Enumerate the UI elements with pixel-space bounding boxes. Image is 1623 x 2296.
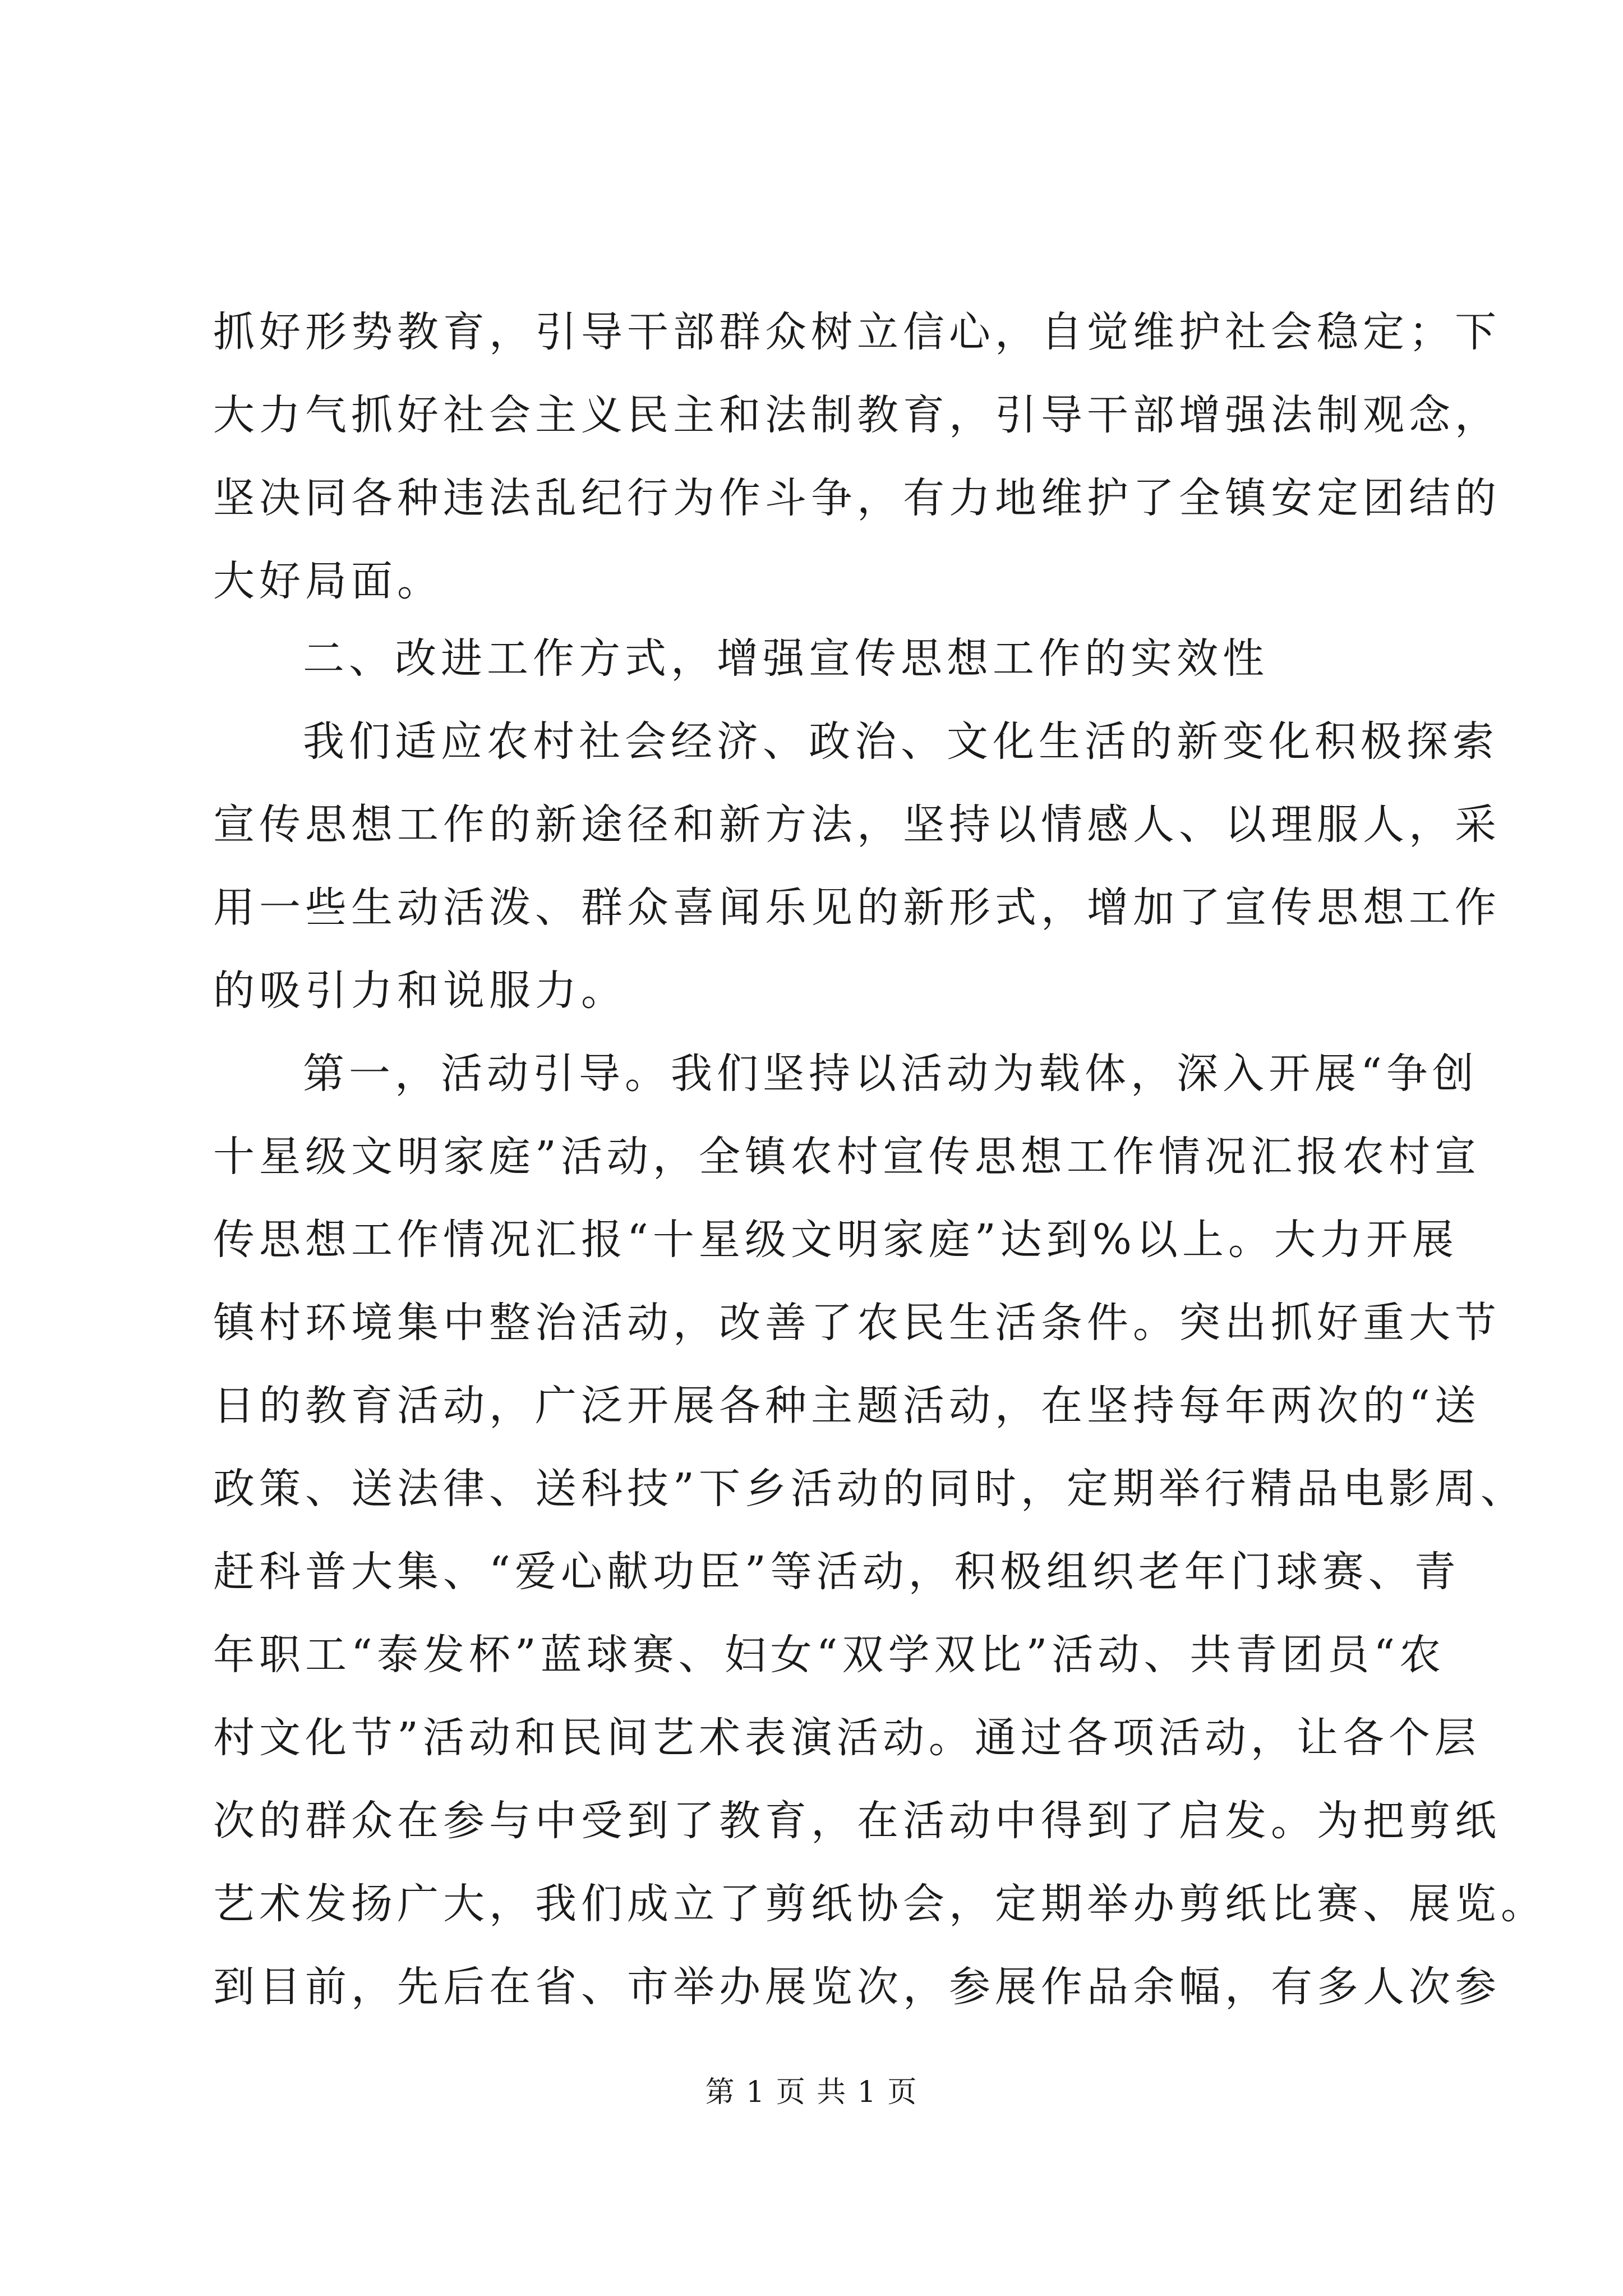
text-line: 坚决同各种违法乱纪行为作斗争，有力地维护了全镇安定团结的 — [213, 474, 1501, 522]
text-line: 传思想工作情况汇报“十星级文明家庭”达到%以上。大力开展 — [213, 1216, 1458, 1264]
text-line: 年职工“泰发杯”蓝球赛、妇女“双学双比”活动、共青团员“农 — [213, 1631, 1446, 1679]
text-line: 日的教育活动，广泛开展各种主题活动，在坚持每年两次的“送 — [213, 1382, 1481, 1430]
text-line: 用一些生动活泼、群众喜闻乐见的新形式，增加了宣传思想工作 — [213, 884, 1501, 932]
page-number-footer: 第 1 页 共 1 页 — [705, 2076, 918, 2109]
text-line: 的吸引力和说服力。 — [213, 967, 627, 1015]
text-line: 镇村环境集中整治活动，改善了农民生活条件。突出抓好重大节 — [213, 1299, 1501, 1347]
text-line: 到目前，先后在省、市举办展览次，参展作品余幅，有多人次参 — [213, 1963, 1501, 2011]
text-line: 次的群众在参与中受到了教育，在活动中得到了启发。为把剪纸 — [213, 1797, 1501, 1845]
text-line: 村文化节”活动和民间艺术表演活动。通过各项活动，让各个层 — [213, 1714, 1481, 1762]
text-line: 宣传思想工作的新途径和新方法，坚持以情感人、以理服人，采 — [213, 800, 1501, 849]
text-line: 抓好形势教育，引导干部群众树立信心，自觉维护社会稳定；下 — [213, 308, 1501, 356]
text-line: 赶科普大集、“爱心献功臣”等活动，积极组织老年门球赛、青 — [213, 1548, 1460, 1596]
text-line: 大好局面。 — [213, 557, 443, 605]
text-line: 艺术发扬广大，我们成立了剪纸协会，定期举办剪纸比赛、展览。 — [213, 1880, 1547, 1928]
text-line: 我们适应农村社会经济、政治、文化生活的新变化积极探索 — [303, 717, 1498, 766]
text-line: 大力气抓好社会主义民主和法制教育，引导干部增强法制观念， — [213, 391, 1501, 439]
text-line: 政策、送法律、送科技”下乡活动的同时，定期举行精品电影周、 — [213, 1465, 1527, 1513]
text-line: 十星级文明家庭”活动，全镇农村宣传思想工作情况汇报农村宣 — [213, 1133, 1481, 1181]
text-line: 第一，活动引导。我们坚持以活动为载体，深入开展“争创 — [303, 1050, 1478, 1098]
section-heading: 二、改进工作方式，增强宣传思想工作的实效性 — [303, 634, 1269, 683]
